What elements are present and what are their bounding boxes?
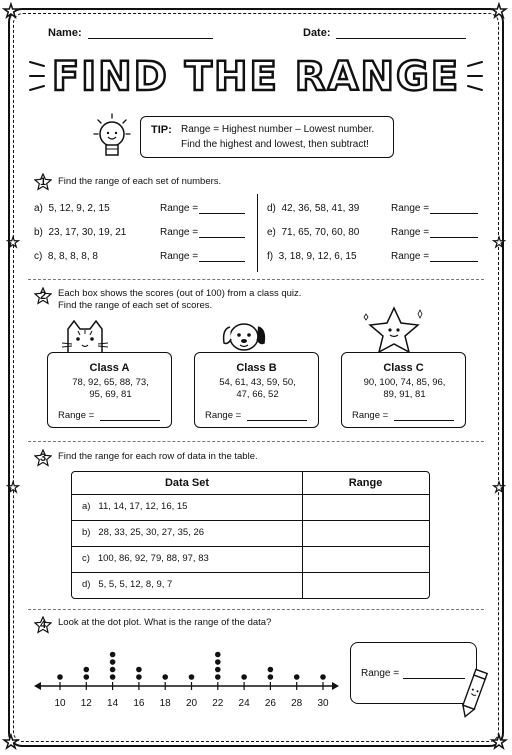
- corner-star-icon: ★: [490, 732, 508, 752]
- range-answer-cell[interactable]: [304, 495, 429, 520]
- table-column-divider: [302, 472, 303, 598]
- section-divider: [28, 279, 484, 280]
- q1-range-label-b: Range =: [160, 227, 199, 238]
- axis-right-arrow-icon: [332, 682, 339, 690]
- q1-answer-c[interactable]: [199, 261, 245, 262]
- name-label: Name:: [48, 27, 82, 39]
- question-2-text-1: Each box shows the scores (out of 100) from a class quiz.: [58, 288, 302, 299]
- tip-box: [140, 116, 394, 158]
- question-3-badge: [34, 449, 52, 467]
- dot-plot-point: [215, 659, 221, 665]
- tip-label: TIP:: [151, 124, 172, 136]
- question-1-number: 1: [39, 176, 47, 188]
- q1-answer-f[interactable]: [430, 261, 478, 262]
- table-row: d) 5, 5, 5, 12, 8, 9, 7: [82, 579, 173, 590]
- dot-plot-point: [110, 652, 116, 658]
- side-star-icon: ★: [6, 234, 20, 250]
- section-divider: [28, 609, 484, 610]
- q1-range-label-e: Range =: [391, 227, 430, 238]
- q1-range-label-d: Range =: [391, 203, 430, 214]
- axis-tick-label: 18: [159, 698, 171, 709]
- header-row: [48, 27, 468, 43]
- class-b-answer[interactable]: [247, 420, 307, 421]
- q1-range-label-a: Range =: [160, 203, 199, 214]
- axis-tick-label: 14: [107, 698, 119, 709]
- dot-plot-point: [320, 674, 326, 680]
- class-b-name: Class B: [236, 362, 277, 374]
- corner-star-icon: ★: [490, 1, 508, 21]
- dot-plot-point: [136, 667, 142, 673]
- q1-item-f: f) 3, 18, 9, 12, 6, 15: [267, 251, 357, 262]
- dot-plot-point: [268, 674, 274, 680]
- q1-item-d: d) 42, 36, 58, 41, 39: [267, 203, 360, 214]
- axis-tick-label: 10: [54, 698, 66, 709]
- class-c-card: [341, 352, 466, 428]
- table-row: b) 28, 33, 25, 30, 27, 35, 26: [82, 527, 205, 538]
- table-header-data-set: Data Set: [164, 477, 210, 489]
- smiling-star-icon: [362, 304, 426, 356]
- question-2-badge: [34, 287, 52, 305]
- corner-star-icon: ★: [2, 1, 20, 21]
- class-b-scores: 54, 61, 43, 59, 50, 47, 66, 52: [219, 377, 296, 400]
- table-row: a) 11, 14, 17, 12, 16, 15: [82, 501, 188, 512]
- side-star-icon: ★: [492, 234, 506, 250]
- date-field[interactable]: [336, 38, 466, 39]
- class-c-scores: 90, 100, 74, 85, 96, 89, 91, 81: [363, 377, 446, 400]
- dot-plot-point: [241, 674, 247, 680]
- q1-answer-e[interactable]: [430, 237, 478, 238]
- class-a-scores: 78, 92, 65, 88, 73, 95, 69, 81: [72, 377, 149, 400]
- q4-range-label: Range =: [361, 668, 400, 679]
- dot-plot-point: [215, 652, 221, 658]
- axis-left-arrow-icon: [34, 682, 41, 690]
- dot-plot-point: [84, 674, 90, 680]
- side-star-icon: ★: [6, 479, 20, 495]
- dot-plot-point: [110, 659, 116, 665]
- q1-column-divider: [257, 194, 258, 272]
- axis-tick-label: 20: [185, 698, 198, 709]
- q1-answer-a[interactable]: [199, 213, 245, 214]
- range-answer-cell[interactable]: [304, 573, 429, 598]
- name-field[interactable]: [88, 38, 213, 39]
- class-a-range-label: Range =: [58, 410, 95, 421]
- class-a-answer[interactable]: [100, 420, 160, 421]
- cat-icon: [60, 317, 110, 357]
- axis-tick-label: 26: [264, 698, 276, 709]
- dot-plot-point: [162, 674, 168, 680]
- class-a-card: [47, 352, 172, 428]
- corner-star-icon: ★: [2, 732, 20, 752]
- class-a-name: Class A: [89, 362, 130, 374]
- question-1-badge: [34, 173, 52, 191]
- axis-tick-label: 12: [80, 698, 92, 709]
- q1-range-label-c: Range =: [160, 251, 199, 262]
- class-b-card: [194, 352, 319, 428]
- date-label: Date:: [303, 27, 331, 39]
- question-4-badge: [34, 616, 52, 634]
- dot-plot-point: [268, 667, 274, 673]
- range-answer-cell[interactable]: [304, 521, 429, 546]
- pencil-icon: [456, 668, 490, 722]
- class-b-range-label: Range =: [205, 410, 242, 421]
- dot-plot-point: [136, 674, 142, 680]
- dog-icon: [218, 315, 270, 357]
- page-title: FIND THE RANGE: [51, 54, 461, 100]
- question-2-number: 2: [39, 290, 47, 302]
- dot-plot-point: [84, 667, 90, 673]
- class-c-answer[interactable]: [394, 420, 454, 421]
- dot-plot-point: [110, 667, 116, 673]
- dot-plot-point: [215, 667, 221, 673]
- class-c-range-label: Range =: [352, 410, 389, 421]
- dot-plot: [30, 640, 345, 715]
- dot-plot-point: [294, 674, 300, 680]
- axis-tick-label: 30: [317, 698, 329, 709]
- class-c-name: Class C: [383, 362, 424, 374]
- dot-plot-point: [215, 674, 221, 680]
- data-table: [71, 471, 430, 599]
- question-3-text: Find the range for each row of data in the table.: [58, 451, 258, 462]
- q1-answer-b[interactable]: [199, 237, 245, 238]
- q1-item-a: a) 5, 12, 9, 2, 15: [34, 203, 110, 214]
- table-header-range: Range: [348, 477, 383, 489]
- axis-tick-label: 24: [238, 698, 250, 709]
- lightbulb-icon: [90, 108, 134, 164]
- q1-range-label-f: Range =: [391, 251, 430, 262]
- question-2-text-2: Find the range of each set of scores.: [58, 300, 213, 311]
- question-4-text: Look at the dot plot. What is the range of the data?: [58, 617, 272, 628]
- side-star-icon: ★: [492, 479, 506, 495]
- question-4-number: 4: [39, 619, 47, 631]
- q1-item-c: c) 8, 8, 8, 8, 8: [34, 251, 98, 262]
- dot-plot-point: [110, 674, 116, 680]
- question-3-number: 3: [39, 452, 47, 464]
- q1-item-b: b) 23, 17, 30, 19, 21: [34, 227, 127, 238]
- tip-line-1: Range = Highest number – Lowest number.: [181, 124, 375, 135]
- table-row: c) 100, 86, 92, 79, 88, 97, 83: [82, 553, 209, 564]
- q1-answer-d[interactable]: [430, 213, 478, 214]
- q1-item-e: e) 71, 65, 70, 60, 80: [267, 227, 360, 238]
- dot-plot-point: [189, 674, 195, 680]
- axis-tick-label: 28: [291, 698, 303, 709]
- tip-line-2: Find the highest and lowest, then subtract!: [181, 139, 369, 150]
- axis-tick-label: 16: [133, 698, 145, 709]
- dot-plot-point: [57, 674, 63, 680]
- axis-tick-label: 22: [212, 698, 224, 709]
- question-1-text: Find the range of each set of numbers.: [58, 176, 222, 187]
- section-divider: [28, 441, 484, 442]
- range-answer-cell[interactable]: [304, 547, 429, 572]
